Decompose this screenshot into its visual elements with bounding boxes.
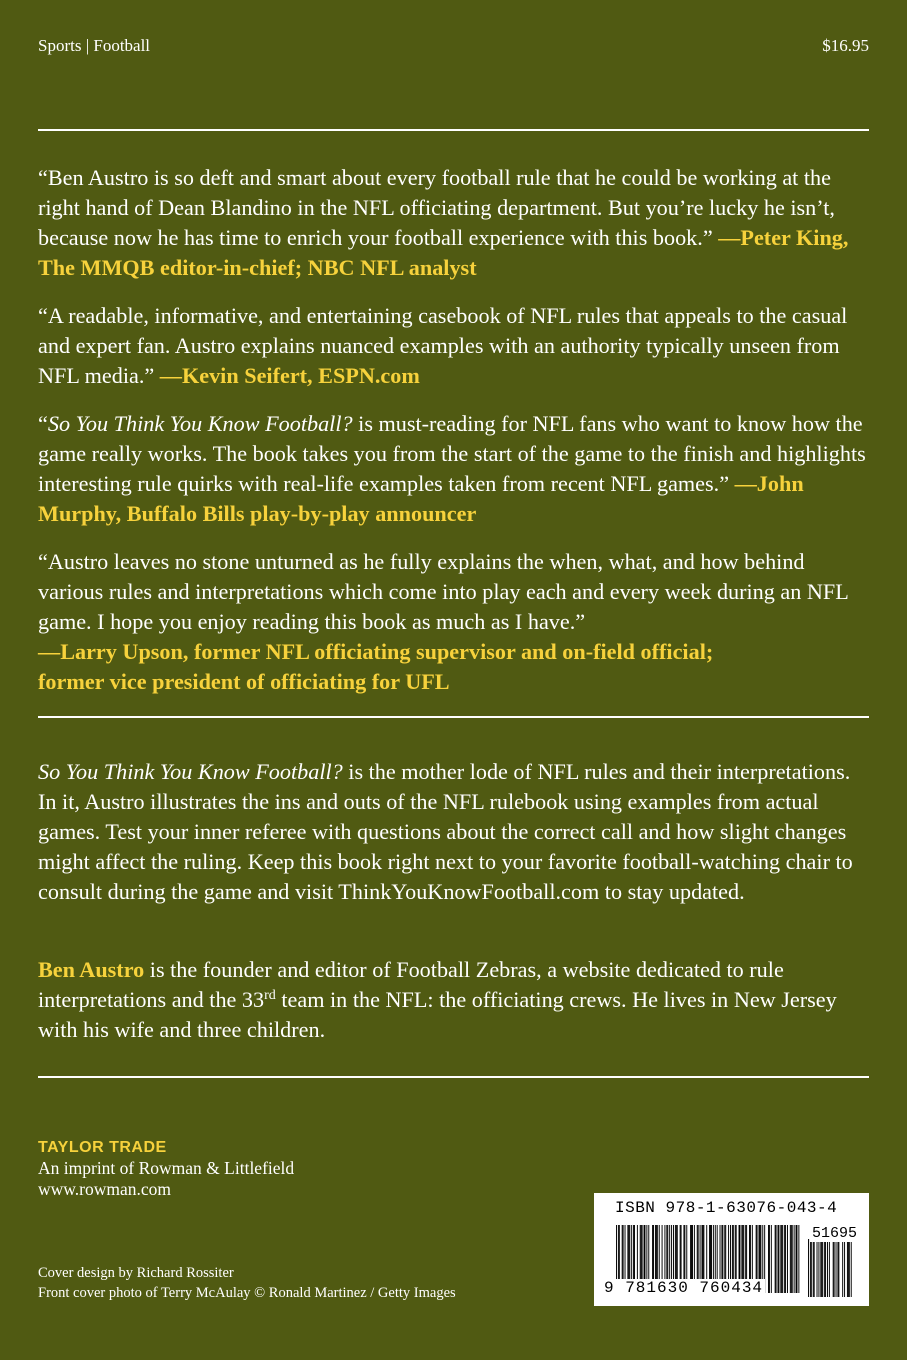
divider-top <box>38 129 869 131</box>
barcode-bar <box>771 1225 772 1293</box>
addon-bar <box>837 1239 838 1297</box>
publisher-name: TAYLOR TRADE <box>38 1139 167 1156</box>
isbn-text: ISBN 978-1-63076-043-4 <box>615 1199 838 1217</box>
addon-bar <box>848 1239 849 1297</box>
barcode-panel <box>594 1193 869 1306</box>
barcode-bar <box>797 1225 798 1293</box>
addon-bar <box>842 1239 843 1297</box>
blurb-3 <box>38 409 874 529</box>
blurb-text: “Austro leaves no stone unturned as he fully explains the when, what, and how behind various rules and interpretations which come into play each and every week during an NFL game. I hope you enjoy reading this book as much as I have.” <box>38 549 848 634</box>
divider-middle <box>38 716 869 718</box>
addon-bar <box>836 1239 837 1297</box>
barcode-bar <box>791 1225 792 1293</box>
blurb-open-quote: “ <box>38 411 48 436</box>
addon-bar <box>847 1239 848 1297</box>
barcode-bar <box>796 1225 797 1293</box>
barcode-bar <box>778 1225 779 1293</box>
author-name: Ben Austro <box>38 957 145 982</box>
category-label: Sports | Football <box>38 36 151 55</box>
barcode-bar <box>782 1225 783 1293</box>
barcode-bar <box>785 1225 786 1293</box>
addon-bar <box>821 1239 822 1297</box>
blurb-attribution-line-1: —Larry Upson, former NFL officiating supervisor and on-field official; <box>38 639 714 664</box>
description-text: is the mother lode of NFL rules and their interpretations. In it, Austro illustrates the ins and outs of the NFL rulebook using examples from actual games. Test your inner referee with questions about the correct call and how slight changes might affect the ruling. Keep this book right next to your favorite football-watching chair to consult during the game and visit ThinkYouKnowFootball.com to stay updated. <box>38 759 853 904</box>
barcode-bar <box>798 1225 799 1293</box>
addon-bar <box>818 1239 819 1297</box>
author-bio <box>38 955 874 1045</box>
addon-bar <box>827 1239 828 1297</box>
addon-bar <box>849 1239 850 1297</box>
price-code: 51695 <box>812 1225 858 1242</box>
barcode-bar <box>778 1225 779 1293</box>
blurb-text: “Ben Austro is so deft and smart about every football rule that he could be working at the right hand of Dean Blandino in the NFL officiating department. But you’re lucky he isn’t, because now he has time to enrich your football experience with this book.” <box>38 165 835 250</box>
blurb-text: “A readable, informative, and entertaining casebook of NFL rules that appeals to the casual and expert fan. Austro explains nuanced examples with an authority typically unseen from NFL media.” <box>38 303 848 388</box>
publisher-imprint: An imprint of Rowman & Littlefield <box>38 1158 295 1178</box>
blurb-attribution: —Kevin Seifert, ESPN.com <box>159 363 420 388</box>
barcode-bar <box>769 1225 770 1293</box>
blurb-4 <box>38 547 874 697</box>
ean-digits: 9 781630 760434 <box>604 1279 764 1297</box>
publisher-website: www.rowman.com <box>38 1179 172 1199</box>
book-title: So You Think You Know Football? <box>47 411 353 436</box>
barcode-bar <box>776 1225 777 1293</box>
cover-design-credit: Cover design by Richard Rossiter <box>38 1265 234 1281</box>
blurb-text: is must-reading for NFL fans who want to know how the game really works. The book takes you from the start of the game to the finish and highlights interesting rule quirks with real-life examples taken from recent NFL games.” <box>38 411 866 496</box>
addon-bar <box>813 1239 814 1297</box>
barcode-bar <box>781 1225 782 1293</box>
barcode-bar <box>780 1225 781 1293</box>
blurb-attribution: —Peter King, The MMQB editor-in-chief; NBC NFL analyst <box>38 225 849 280</box>
addon-bar <box>838 1239 839 1297</box>
addon-bar <box>824 1239 825 1297</box>
barcode-bar <box>775 1225 776 1293</box>
barcode-bar <box>792 1225 793 1293</box>
cover-credits <box>38 1263 456 1303</box>
addon-bar <box>810 1239 811 1297</box>
blurb-1 <box>38 163 874 283</box>
barcode-bar <box>794 1225 795 1293</box>
barcode-bar <box>790 1225 791 1293</box>
addon-bar <box>834 1239 835 1297</box>
bio-text-after: team in the NFL: the officiating crews. He lives in New Jersey with his wife and three children. <box>38 987 837 1042</box>
blurb-attribution: —John Murphy, Buffalo Bills play-by-play announcer <box>38 471 804 526</box>
addon-bar <box>820 1239 821 1297</box>
divider-bottom <box>38 1076 869 1078</box>
book-title: So You Think You Know Football? <box>38 759 343 784</box>
bio-text-before: is the founder and editor of Football Zebras, a website dedicated to rule interpretations and the 33 <box>38 957 784 1012</box>
addon-bar <box>822 1239 823 1297</box>
barcode-bar <box>787 1225 788 1293</box>
price-label: $16.95 <box>822 36 869 55</box>
ordinal-superscript: rd <box>264 988 276 1003</box>
barcode-bar <box>784 1225 785 1293</box>
addon-bar <box>814 1239 815 1297</box>
publisher-block <box>38 1137 294 1200</box>
addon-bar <box>825 1239 826 1297</box>
addon-bar <box>833 1239 834 1297</box>
blurb-2 <box>38 301 874 391</box>
book-description <box>38 757 874 907</box>
addon-bar <box>808 1239 809 1297</box>
barcode-bar <box>768 1225 769 1293</box>
blurb-attribution-line-2: former vice president of officiating for UFL <box>38 669 450 694</box>
addon-bar <box>817 1239 818 1297</box>
cover-photo-credit: Front cover photo of Terry McAulay © Ronald Martinez / Getty Images <box>38 1285 456 1301</box>
addon-bar <box>851 1239 852 1297</box>
addon-bar <box>844 1239 845 1297</box>
addon-bar <box>811 1239 812 1297</box>
addon-bar <box>829 1239 830 1297</box>
